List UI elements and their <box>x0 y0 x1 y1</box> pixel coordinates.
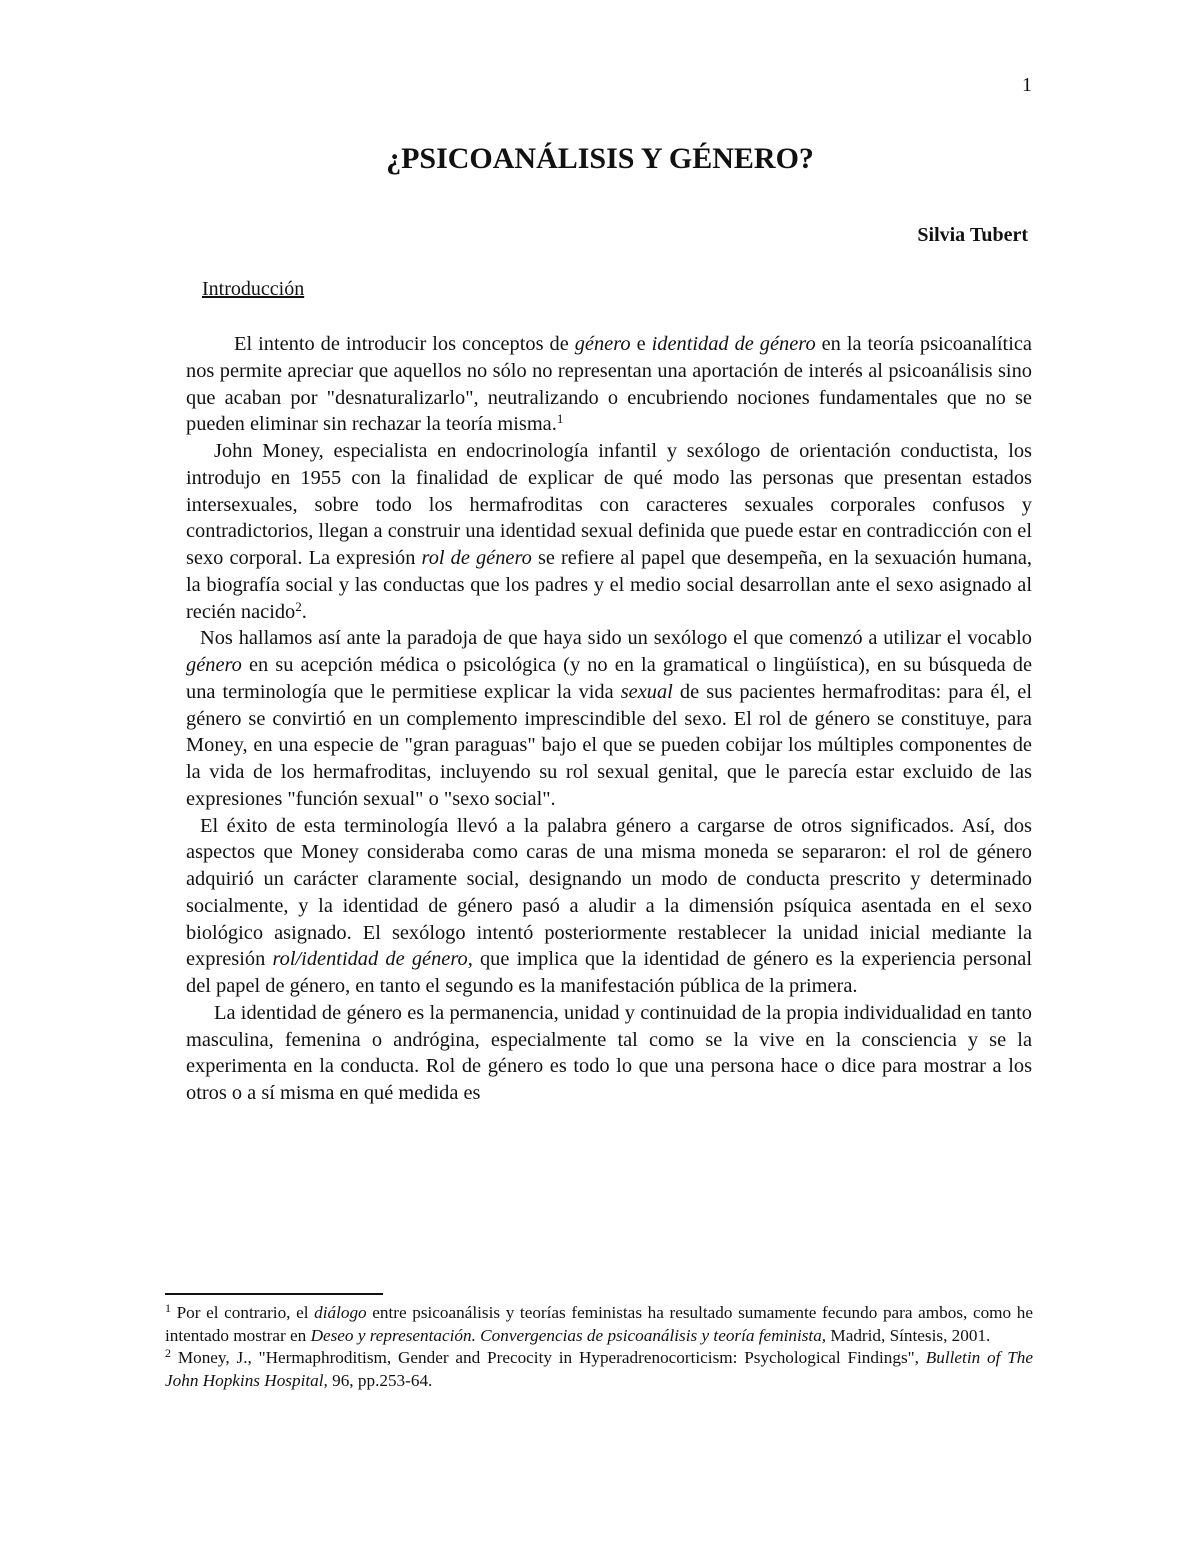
text-run: de sus pacientes hermafroditas: para él, el género se convirtió en un complemento imprescindible del sexo. El rol de género se constituye, para Money, en una especie de "gran paraguas" bajo el que se pueden cobijar los múltiples componentes de la vida de los hermafroditas, incluyendo su rol sexual genital, que le parecía estar excluido de las expresiones "función sexual" o "sexo social". <box>186 680 1032 810</box>
text-run: e <box>630 333 652 355</box>
paragraph-4 <box>186 813 1032 1000</box>
footnote-mark: 1 <box>165 1301 171 1315</box>
text-run: El intento de introducir los conceptos de <box>234 333 575 355</box>
document-title: ¿PSICOANÁLISIS Y GÉNERO? <box>386 142 814 175</box>
italic-term: rol de género <box>421 547 532 569</box>
page-number: 1 <box>1022 74 1032 96</box>
italic-title: Bulletin of The John Hopkins Hospital <box>165 1348 1033 1390</box>
text-run: , 96, pp.253-64. <box>323 1370 433 1390</box>
body-text <box>186 331 1032 1107</box>
footnote-ref-2[interactable]: 2 <box>295 598 302 614</box>
italic-term: identidad de género <box>651 333 816 355</box>
text-run: El éxito de esta terminología llevó a la palabra género a cargarse de otros significados. Así, dos aspectos que Money consideraba como caras de una misma moneda se separaron: el rol de género adquirió un carácter claramente social, designando un modo de conducta prescrito y determinado socialmente, y la identidad de género pasó a aludir a la dimensión psíquica asentada en el sexo biológico asignado. El sexólogo intentó posteriormente restablecer la unidad inicial mediante la expresión <box>186 814 1032 971</box>
footnotes <box>165 1302 1033 1392</box>
paragraph-2 <box>186 438 1032 625</box>
footnote-mark: 2 <box>165 1346 171 1360</box>
text-run: en su acepción médica o psicológica (y no en la gramatical o lingüística), en su búsqueda de una terminología que le permitiese explicar la vida <box>186 654 1032 703</box>
text-run: . <box>301 600 307 623</box>
text-run: Nos hallamos así ante la paradoja de que haya sido un sexólogo el que comenzó a utilizar el vocablo <box>200 627 1032 650</box>
text-run: en la teoría psicoanalítica nos permite apreciar que aquellos no sólo no representan una aportación de interés al psicoanálisis sino que acaban por "desnaturalizarlo", neutralizando o encubriendo nociones fundamentales que no se pueden eliminar sin rechazar la teoría misma. <box>186 333 1032 436</box>
italic-term: diálogo <box>314 1303 367 1322</box>
section-heading: Introducción <box>202 278 305 300</box>
text-run: Money, J., "Hermaphroditism, Gender and Precocity in Hyperadrenocorticism: Psychological Findings", <box>171 1348 926 1367</box>
text-run: Madrid, Síntesis, 2001. <box>826 1325 991 1345</box>
paragraph-1 <box>186 331 1032 438</box>
text-run: que implica que la identidad de género es la experiencia personal del papel de género, en tanto el segundo es la manifestación pública de la primera. <box>186 948 1032 997</box>
italic-term: rol/identidad de género, <box>272 948 473 971</box>
italic-term: género <box>186 654 242 676</box>
footnote-ref-1[interactable]: 1 <box>556 411 564 427</box>
text-run: John Money, especialista en endocrinología infantil y sexólogo de orientación conductista, los introdujo en 1955 con la finalidad de explicar de qué modo las personas que presentan estados intersexuales, sobre todo los hermafroditas con caracteres sexuales corporales confusos y contradictorios, llegan a construir una identidad sexual definida que puede estar en contradicción con el sexo corporal. La expresión <box>186 440 1032 569</box>
italic-title: Deseo y representación. Convergencias de psicoanálisis y teoría feminista, <box>310 1325 827 1345</box>
text-run: se refiere al papel que desempeña, en la sexuación humana, la biografía social y las conductas que los padres y el medio social desarrollan ante el sexo asignado al recién nacido <box>186 547 1033 623</box>
italic-term: sexual <box>620 680 673 703</box>
italic-term: género <box>574 333 631 355</box>
paragraph-3 <box>186 625 1032 812</box>
footnote-1 <box>165 1302 1033 1347</box>
paragraph-5 <box>186 1000 1032 1107</box>
text-run: Por el contrario, el <box>171 1303 315 1322</box>
text-run: entre psicoanálisis y teorías feministas ha resultado sumamente fecundo para ambos, como he intentado mostrar en <box>165 1303 1033 1345</box>
footnote-2 <box>165 1347 1033 1392</box>
text-run: La identidad de género es la permanencia, unidad y continuidad de la propia individualidad en tanto masculina, femenina o andrógina, especialmente tal como se la vive en la consciencia y se la experimenta en la conducta. Rol de género es todo lo que una persona hace o dice para mostrar a los otros o a sí misma en qué medida es <box>186 1001 1032 1104</box>
footnote-separator <box>165 1293 383 1295</box>
author-name: Silvia Tubert <box>917 224 1028 246</box>
